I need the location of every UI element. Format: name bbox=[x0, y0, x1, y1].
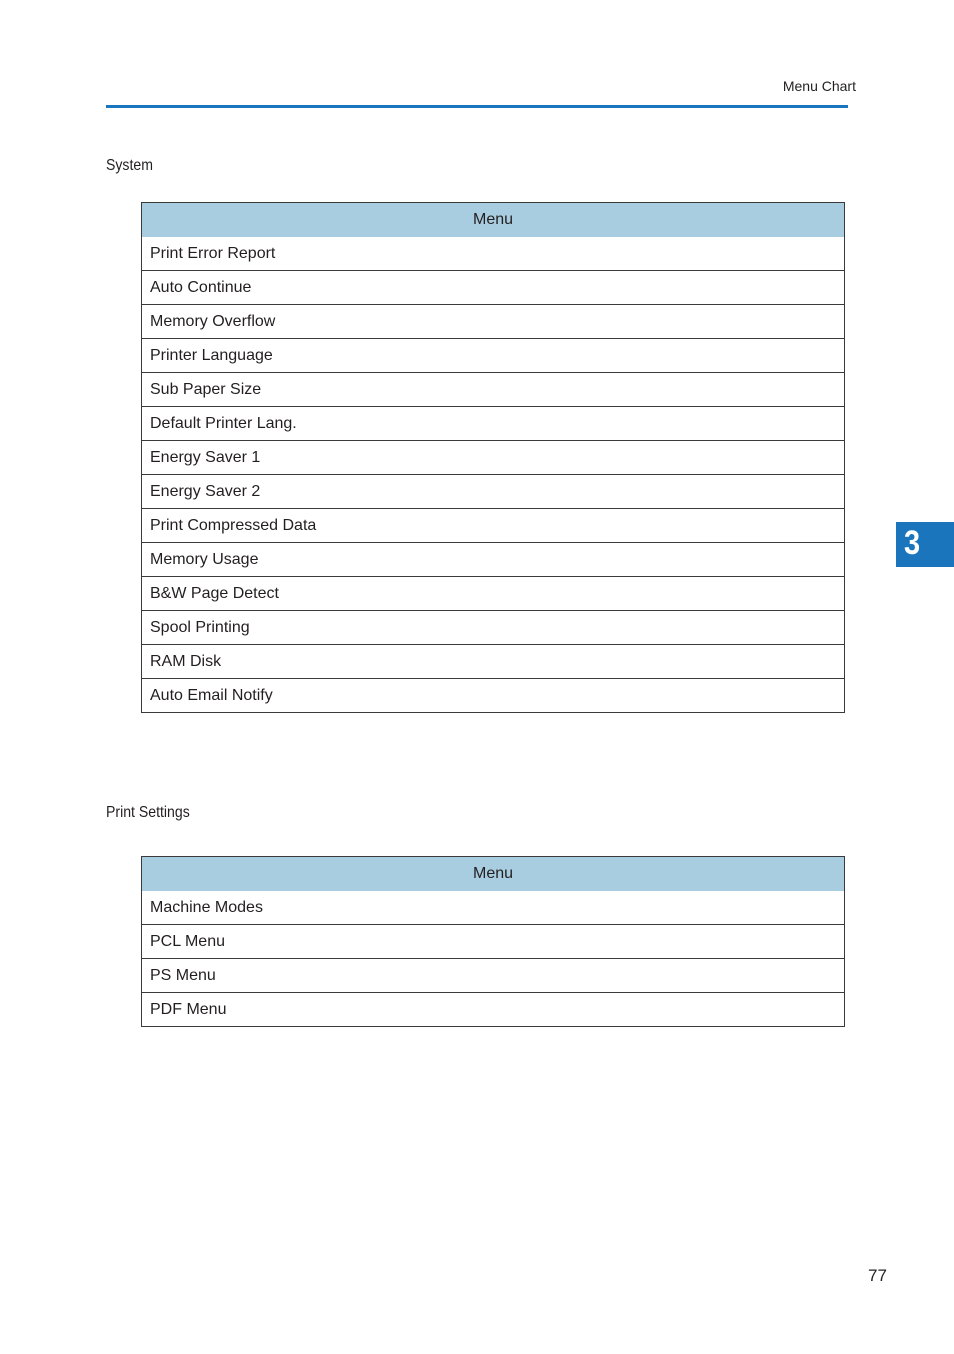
table-cell: RAM Disk bbox=[142, 645, 845, 679]
table-row bbox=[142, 645, 845, 679]
table-cell: PCL Menu bbox=[142, 925, 845, 959]
table-header-row bbox=[142, 857, 845, 892]
table-header-row bbox=[142, 203, 845, 238]
table-row bbox=[142, 407, 845, 441]
table-cell: Spool Printing bbox=[142, 611, 845, 645]
table-row bbox=[142, 305, 845, 339]
table-cell: Energy Saver 1 bbox=[142, 441, 845, 475]
table-cell: Print Compressed Data bbox=[142, 509, 845, 543]
table-cell: Sub Paper Size bbox=[142, 373, 845, 407]
table-row bbox=[142, 475, 845, 509]
table-header-menu: Menu bbox=[142, 203, 845, 238]
table-cell: Energy Saver 2 bbox=[142, 475, 845, 509]
table-row bbox=[142, 237, 845, 271]
table-cell: PS Menu bbox=[142, 959, 845, 993]
table-row bbox=[142, 891, 845, 925]
table-cell: B&W Page Detect bbox=[142, 577, 845, 611]
table-row bbox=[142, 679, 845, 713]
table-row bbox=[142, 441, 845, 475]
chapter-tab bbox=[896, 522, 954, 567]
table-row bbox=[142, 993, 845, 1027]
table-cell: Print Error Report bbox=[142, 237, 845, 271]
section-heading-system: System bbox=[106, 157, 153, 174]
table-cell: Default Printer Lang. bbox=[142, 407, 845, 441]
print-settings-menu-table bbox=[141, 856, 845, 1027]
running-header-title: Menu Chart bbox=[782, 78, 856, 94]
table-row bbox=[142, 373, 845, 407]
table-row bbox=[142, 509, 845, 543]
table-row bbox=[142, 271, 845, 305]
table-row bbox=[142, 339, 845, 373]
table-row bbox=[142, 925, 845, 959]
system-menu-table bbox=[141, 202, 845, 713]
table-cell: Auto Continue bbox=[142, 271, 845, 305]
header-rule bbox=[106, 105, 848, 108]
table-row bbox=[142, 543, 845, 577]
table-cell: Memory Overflow bbox=[142, 305, 845, 339]
table-cell: Machine Modes bbox=[142, 891, 845, 925]
table-cell: Printer Language bbox=[142, 339, 845, 373]
table-row bbox=[142, 611, 845, 645]
table-cell: Auto Email Notify bbox=[142, 679, 845, 713]
table-cell: PDF Menu bbox=[142, 993, 845, 1027]
table-header-menu: Menu bbox=[142, 857, 845, 892]
page-number: 77 bbox=[868, 1266, 887, 1285]
chapter-number: 3 bbox=[904, 524, 921, 562]
table-row bbox=[142, 959, 845, 993]
section-heading-print-settings: Print Settings bbox=[106, 804, 190, 821]
table-cell: Memory Usage bbox=[142, 543, 845, 577]
table-row bbox=[142, 577, 845, 611]
